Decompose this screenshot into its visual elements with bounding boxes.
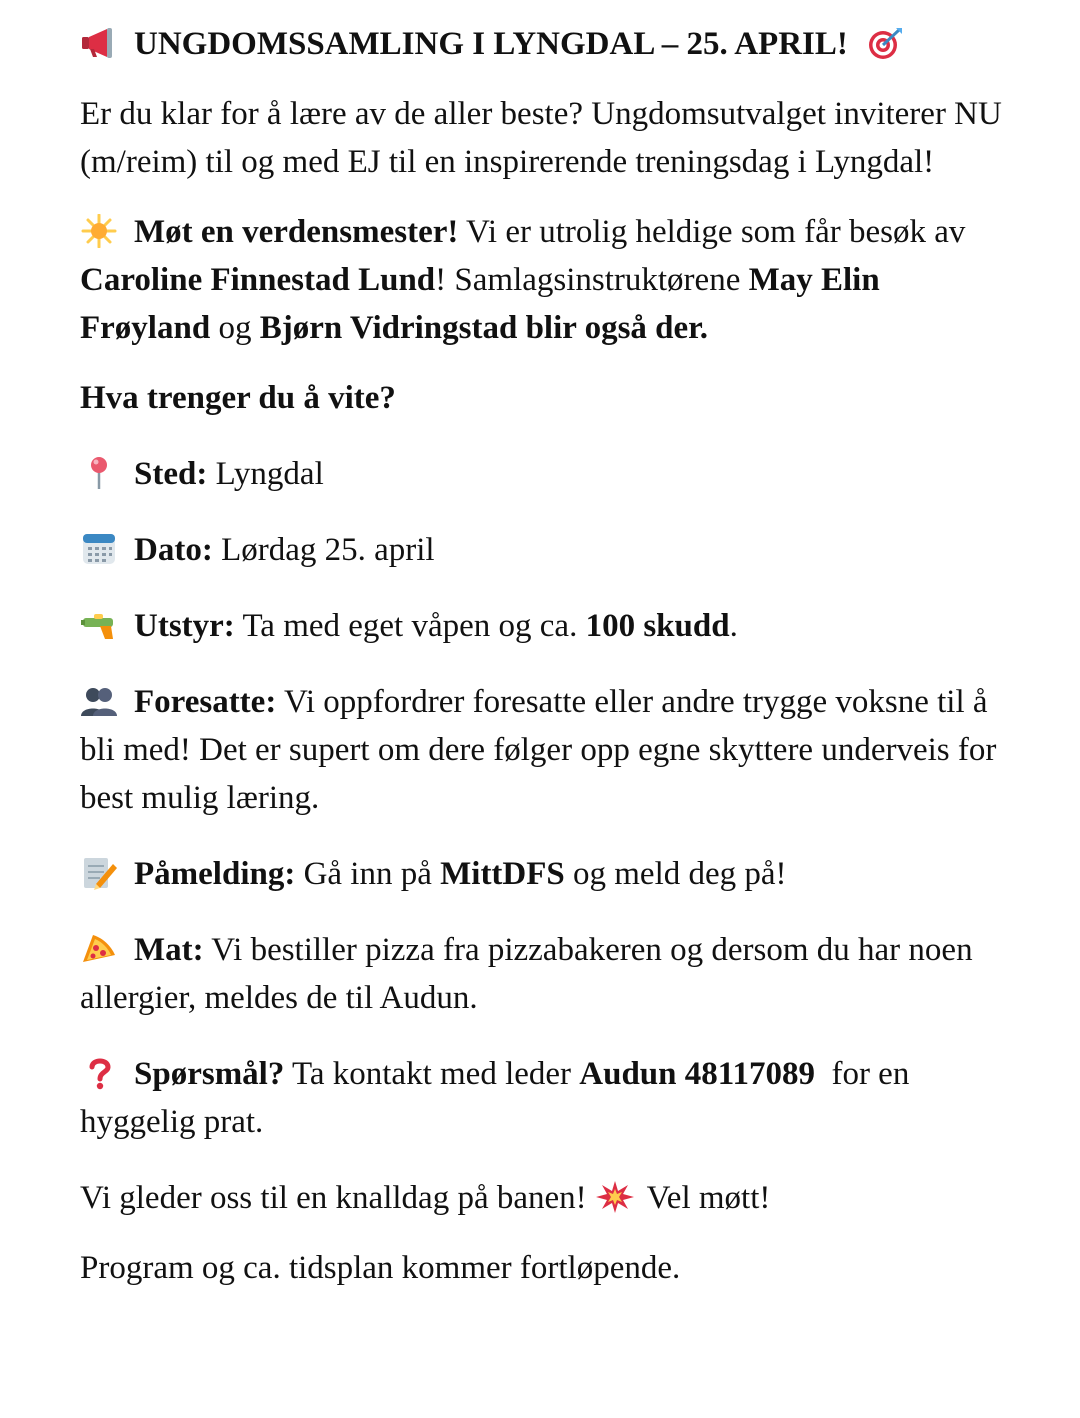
collision-icon <box>595 1180 635 1214</box>
people-icon <box>80 684 120 718</box>
pamelding-text-2: og meld deg på! <box>564 856 787 892</box>
foresatte-text: Vi oppfordrer foresatte eller andre trygge voksne til å bli med! Det er supert om dere følger opp egne skyttere underveis for best mulig læring. <box>80 684 997 816</box>
program-line: Program og ca. tidsplan kommer fortløpende. <box>80 1250 681 1286</box>
title-text: UNGDOMSSAMLING I LYNGDAL – 25. APRIL! <box>134 26 848 62</box>
sporsmal-bold: Audun 48117089 <box>579 1056 815 1092</box>
pamelding-text-1: Gå inn på <box>295 856 441 892</box>
foresatte-paragraph <box>80 678 1010 822</box>
pamelding-label: Påmelding: <box>134 856 296 892</box>
need-heading <box>80 374 1010 422</box>
water-pistol-icon <box>80 608 120 642</box>
pamelding-bold: MittDFS <box>440 856 565 892</box>
guest-name-3: Bjørn Vidringstad blir også der. <box>259 310 709 346</box>
closing-line <box>80 1174 1010 1222</box>
megaphone-icon <box>80 26 120 60</box>
guest-heading: Møt en verdensmester! <box>134 214 459 250</box>
mat-label: Mat: <box>134 932 204 968</box>
sted-label: Sted: <box>134 456 208 492</box>
closing-text-2: Vel møtt! <box>646 1180 771 1216</box>
utstyr-label: Utstyr: <box>134 608 235 644</box>
question-icon <box>80 1056 120 1090</box>
pizza-icon <box>80 932 120 966</box>
utstyr-text-1: Ta med eget våpen og ca. <box>234 608 586 644</box>
sted-value: Lyngdal <box>207 456 324 492</box>
sporsmal-text-1: Ta kontakt med leder <box>284 1056 580 1092</box>
dato-label: Dato: <box>134 532 213 568</box>
guest-text-3: og <box>210 310 260 346</box>
mat-text: Vi bestiller pizza fra pizzabakeren og dersom du har noen allergier, meldes de til Audun. <box>80 932 973 1016</box>
sporsmal-label: Spørsmål? <box>134 1056 285 1092</box>
guest-name-2: May Elin Frøyland <box>80 262 880 346</box>
dato-value: Lørdag 25. april <box>212 532 435 568</box>
pamelding-line <box>80 850 1010 898</box>
utstyr-bold: 100 skudd <box>585 608 730 644</box>
star-icon <box>80 214 120 248</box>
sted-line <box>80 450 1010 498</box>
target-icon <box>866 26 906 60</box>
foresatte-label: Foresatte: <box>134 684 277 720</box>
memo-icon <box>80 856 120 890</box>
guest-name-1: Caroline Finnestad Lund <box>80 262 436 298</box>
sporsmal-text-2: for en hyggelig prat. <box>80 1056 918 1140</box>
need-heading-text: Hva trenger du å vite? <box>80 380 396 416</box>
sporsmal-paragraph <box>80 1050 1010 1146</box>
calendar-icon <box>80 532 120 566</box>
closing-text-1: Vi gleder oss til en knalldag på banen! <box>80 1180 587 1216</box>
guest-paragraph <box>80 208 1010 352</box>
intro-paragraph: Er du klar for å lære av de aller beste? Ungdomsutvalget inviterer NU (m/reim) til og med EJ til en inspirerende treningsdag i Lyngdal! <box>80 96 1002 180</box>
utstyr-line <box>80 602 1010 650</box>
post-title <box>80 20 1010 68</box>
guest-text-1: Vi er utrolig heldige som får besøk av <box>458 214 966 250</box>
dato-line <box>80 526 1010 574</box>
mat-paragraph <box>80 926 1010 1022</box>
guest-text-2: ! Samlagsinstruktørene <box>435 262 749 298</box>
utstyr-text-2: . <box>729 608 738 644</box>
pin-icon <box>80 456 120 490</box>
